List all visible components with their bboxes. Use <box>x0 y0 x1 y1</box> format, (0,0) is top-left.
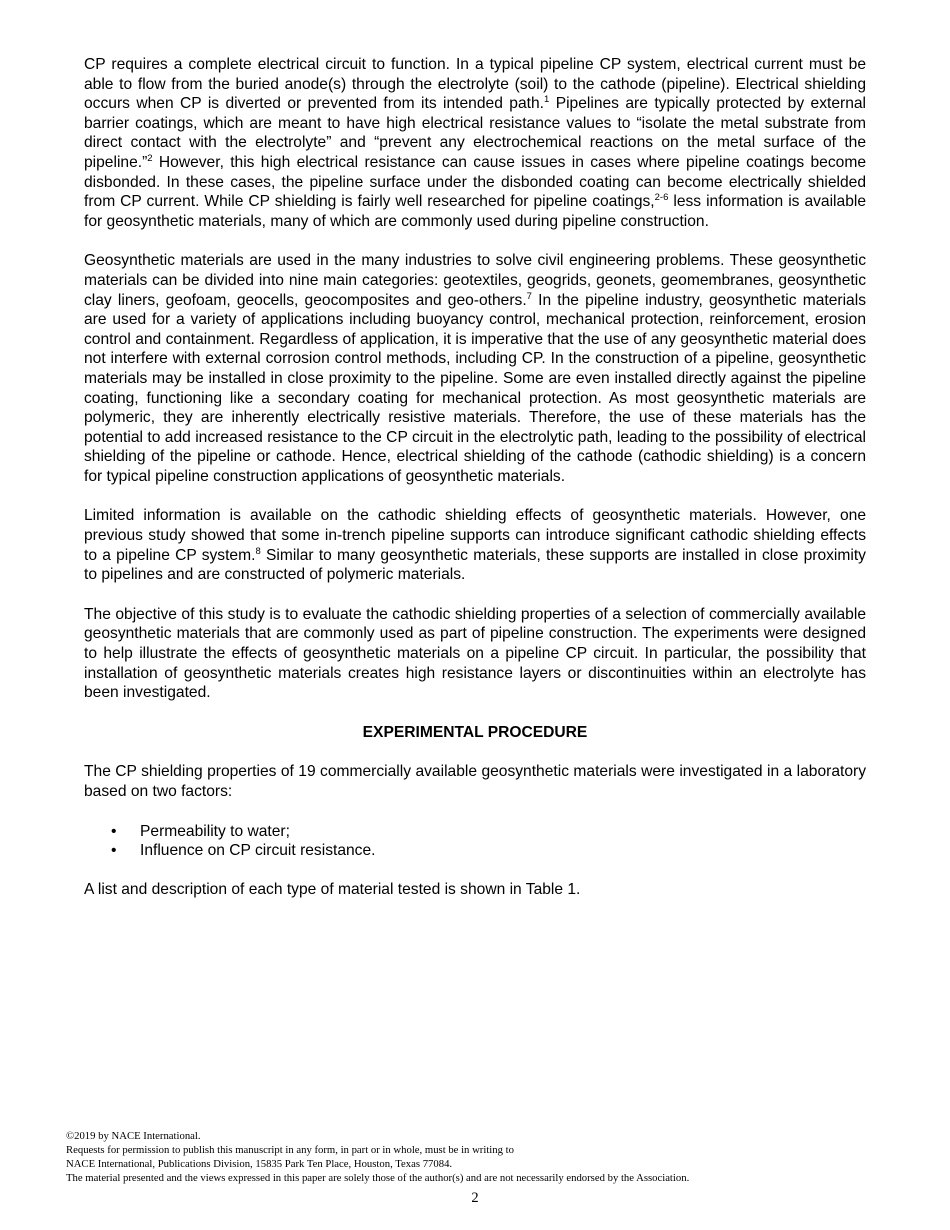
disclaimer-line: The material presented and the views expressed in this paper are solely those of the author(s) and are not necessarily endorsed by the Association. <box>66 1172 690 1184</box>
limited-info-text: Similar to many geosynthetic materials, these supports are installed in close proximity to pipelines and are constructed of polymeric materials. <box>84 546 866 584</box>
intro-text: CP requires a complete electrical circuit to function. In a typical pipeline CP system, electrical current must be able to flow from the buried anode(s) through the electrolyte (soil) to the cathode (pipeline). Electrical shielding occurs when CP is diverted or prevented from its intended path. <box>84 56 866 113</box>
list-item <box>84 822 866 842</box>
section-heading: EXPERIMENTAL PROCEDURE <box>362 723 588 741</box>
bullet-icon: • <box>111 842 117 860</box>
list-item-text: Permeability to water; <box>140 822 290 840</box>
citation-ref: 2 <box>147 152 153 164</box>
table-reference-paragraph: A list and description of each type of material tested is shown in Table 1. <box>84 880 581 898</box>
paper-body <box>84 55 866 919</box>
factor-list <box>84 822 866 861</box>
page-footer <box>66 1129 886 1185</box>
copyright-line: ©2019 by NACE International. <box>66 1130 201 1142</box>
citation-ref: 1 <box>543 94 550 106</box>
geosynthetic-paragraph <box>84 251 866 486</box>
page-number: 2 <box>471 1190 479 1206</box>
bullet-icon: • <box>111 822 117 840</box>
intro-text: less information is available for geosynthetic materials, many of which are commonly used during pipeline construction. <box>84 193 867 230</box>
intro-paragraph <box>84 55 866 231</box>
list-item-text: Influence on CP circuit resistance. <box>140 842 376 860</box>
citation-ref: 7 <box>526 290 532 302</box>
citation-ref: 8 <box>255 545 261 557</box>
geosynthetic-text: In the pipeline industry, geosynthetic materials are used for a variety of applications including buoyancy control, mechanical protection, reinforcement, erosion control and containment. Regardless of application, it is imperative that the use of any geosynthetic material does not interfere with external corrosion control methods, including CP. In the construction of a pipeline, geosynthetic materials may be installed in close proximity to the pipeline. Some are even installed directly against the pipeline coating, functioning like a secondary coating for mechanical protection. As most geosynthetic materials are polymeric, they are inherently electrically resistive materials. Therefore, the use of these materials has the potential to add increased resistance to the CP circuit in the electrolytic path, leading to the possibility of electrical shielding of the pipeline or cathode. Hence, electrical shielding of the cathode (cathodic shielding) is a concern for typical pipeline construction applications of geosynthetic materials. <box>84 291 866 485</box>
permission-line: Requests for permission to publish this manuscript in any form, in part or in whole, must be in writing to <box>66 1144 514 1156</box>
citation-ref: 2-6 <box>654 192 669 204</box>
limited-info-text: Limited information is available on the cathodic shielding effects of geosynthetic materials. However, one previous study showed that some in-trench pipeline supports can introduce significant cathodic shielding effects to a pipeline CP system. <box>84 507 866 564</box>
intro-text: Pipelines are typically protected by external barrier coatings, which are meant to have high electrical resistance values to “isolate the metal substrate from direct contact with the electrolyte” and “prevent any electrochemical reactions on the metal surface of the pipeline.” <box>84 95 866 171</box>
limited-info-paragraph <box>84 506 866 584</box>
list-item <box>84 841 866 861</box>
intro-text: However, this high electrical resistance can cause issues in cases where pipeline coatings become disbonded. In these cases, the pipeline surface under the disbonded coating can become electrically shielded from CP current. While CP shielding is fairly well researched for pipeline coatings, <box>84 153 866 211</box>
geosynthetic-text: Geosynthetic materials are used in the many industries to solve civil engineering problems. These geosynthetic materials can be divided into nine main categories: geotextiles, geogrids, geonets, geomembranes, geosynthetic clay liners, geofoam, geocells, geocomposites and geo-others. <box>84 252 866 309</box>
objective-paragraph: The objective of this study is to evaluate the cathodic shielding properties of a selection of commercially available geosynthetic materials that are commonly used as part of pipeline construction. The experiments were designed to help illustrate the effects of geosynthetic materials on a pipeline CP circuit. In particular, the possibility that installation of geosynthetic materials creates high resistance layers or discontinuities within an electrolyte has been investigated. <box>84 605 866 702</box>
procedure-paragraph: The CP shielding properties of 19 commercially available geosynthetic materials were investigated in a laboratory based on two factors: <box>84 763 866 800</box>
address-line: NACE International, Publications Division, 15835 Park Ten Place, Houston, Texas 77084. <box>66 1158 453 1170</box>
